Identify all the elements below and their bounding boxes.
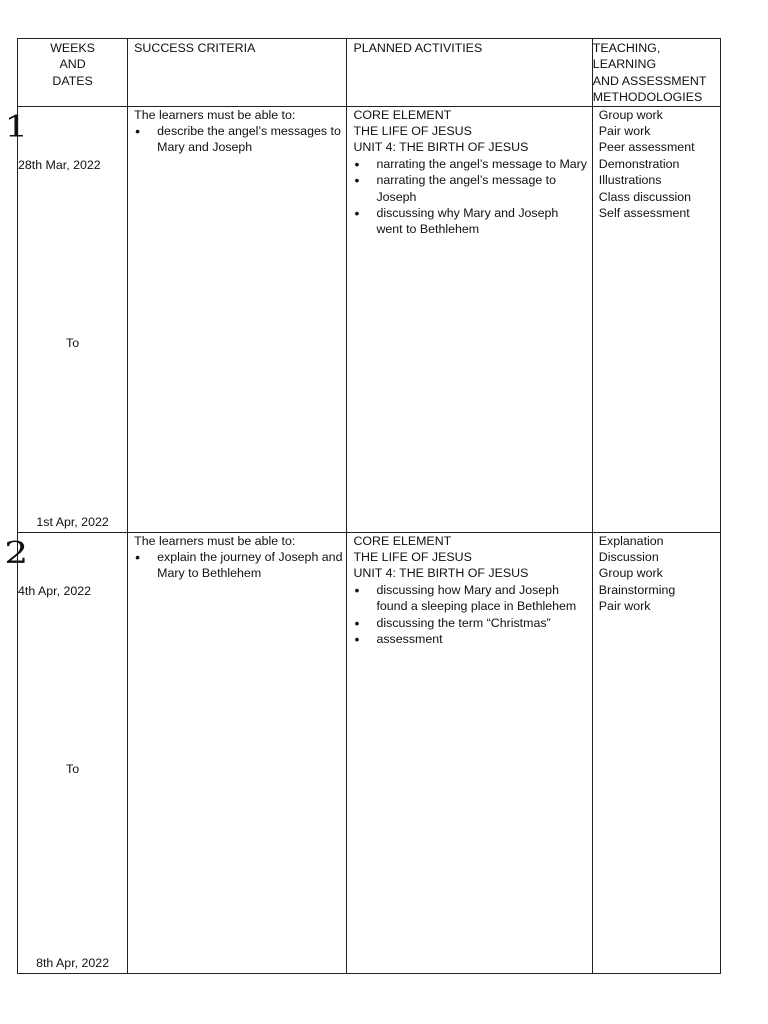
strand-title: THE LIFE OF JESUS: [353, 550, 472, 565]
activity-item: • discussing how Mary and Joseph found a sleeping place in Bethlehem: [353, 582, 587, 615]
unit-title: UNIT 4: THE BIRTH OF JESUS: [353, 566, 529, 581]
week-dates-cell: [4, 532, 128, 973]
activity-item: • narrating the angel’s message to Mary: [353, 156, 587, 172]
planned-activities-cell: [347, 532, 592, 973]
activity-list: [353, 582, 587, 648]
method-item: Peer assessment: [598, 140, 695, 155]
success-criteria-cell: [128, 106, 347, 532]
header-methodologies-line-1: TEACHING, LEARNING: [592, 41, 661, 72]
method-item: Group work: [598, 107, 663, 122]
method-item: Pair work: [598, 599, 651, 614]
week-to-label: To: [66, 335, 80, 350]
method-item: Explanation: [598, 533, 664, 548]
week-end-date: 8th Apr, 2022: [36, 956, 110, 971]
method-item: Pair work: [598, 124, 651, 139]
header-and-line: AND: [59, 57, 86, 72]
planned-activities-cell: [347, 106, 592, 532]
header-dates-line: DATES: [52, 73, 93, 88]
methodologies-cell: [592, 106, 720, 532]
activity-item: • assessment: [353, 631, 587, 647]
week-start-date: 4th Apr, 2022: [18, 583, 92, 598]
week-row: [18, 532, 721, 973]
activity-item: • discussing why Mary and Joseph went to Bethlehem: [353, 205, 587, 238]
week-end-date: 1st Apr, 2022: [36, 515, 109, 530]
header-methodologies-line-3: METHODOLOGIES: [592, 90, 703, 105]
week-number: 2: [4, 535, 29, 571]
criteria-intro: The learners must be able to:: [134, 533, 296, 548]
method-item: Illustrations: [598, 173, 662, 188]
week-number: 1: [4, 109, 29, 145]
activity-item: • narrating the angel’s message to Joseph: [353, 172, 587, 205]
method-item: Self assessment: [598, 206, 690, 221]
header-row: [18, 39, 721, 107]
header-success-criteria: SUCCESS CRITERIA: [128, 39, 347, 107]
criteria-item: • explain the journey of Joseph and Mary to Bethlehem: [134, 549, 342, 582]
method-item: Brainstorming: [598, 582, 676, 597]
method-item: Class discussion: [598, 189, 692, 204]
criteria-item: • describe the angel’s messages to Mary and Joseph: [134, 123, 342, 156]
week-to-label: To: [66, 761, 80, 776]
header-weeks-dates: [18, 39, 128, 107]
method-item: Group work: [598, 566, 663, 581]
criteria-list: [134, 123, 342, 156]
header-methodologies-line-2: AND ASSESSMENT: [592, 73, 707, 88]
header-methodologies: [592, 39, 720, 107]
week-row: [18, 106, 721, 532]
header-planned-activities: PLANNED ACTIVITIES: [347, 39, 592, 107]
criteria-list: [134, 549, 342, 582]
methodologies-cell: [592, 532, 720, 973]
header-weeks-line: WEEKS: [50, 41, 95, 55]
activity-item: • discussing the term “Christmas”: [353, 615, 587, 631]
strand-title: THE LIFE OF JESUS: [353, 124, 472, 139]
success-criteria-cell: [128, 532, 347, 973]
method-item: Demonstration: [598, 156, 680, 171]
core-element-label: CORE ELEMENT: [353, 107, 452, 122]
core-element-label: CORE ELEMENT: [353, 533, 452, 548]
scheme-of-work-table: [4, 38, 721, 974]
unit-title: UNIT 4: THE BIRTH OF JESUS: [353, 140, 529, 155]
week-start-date: 28th Mar, 2022: [18, 157, 101, 172]
method-item: Discussion: [598, 550, 659, 565]
activity-list: [353, 156, 587, 238]
criteria-intro: The learners must be able to:: [134, 107, 296, 122]
week-dates-cell: [4, 106, 128, 532]
